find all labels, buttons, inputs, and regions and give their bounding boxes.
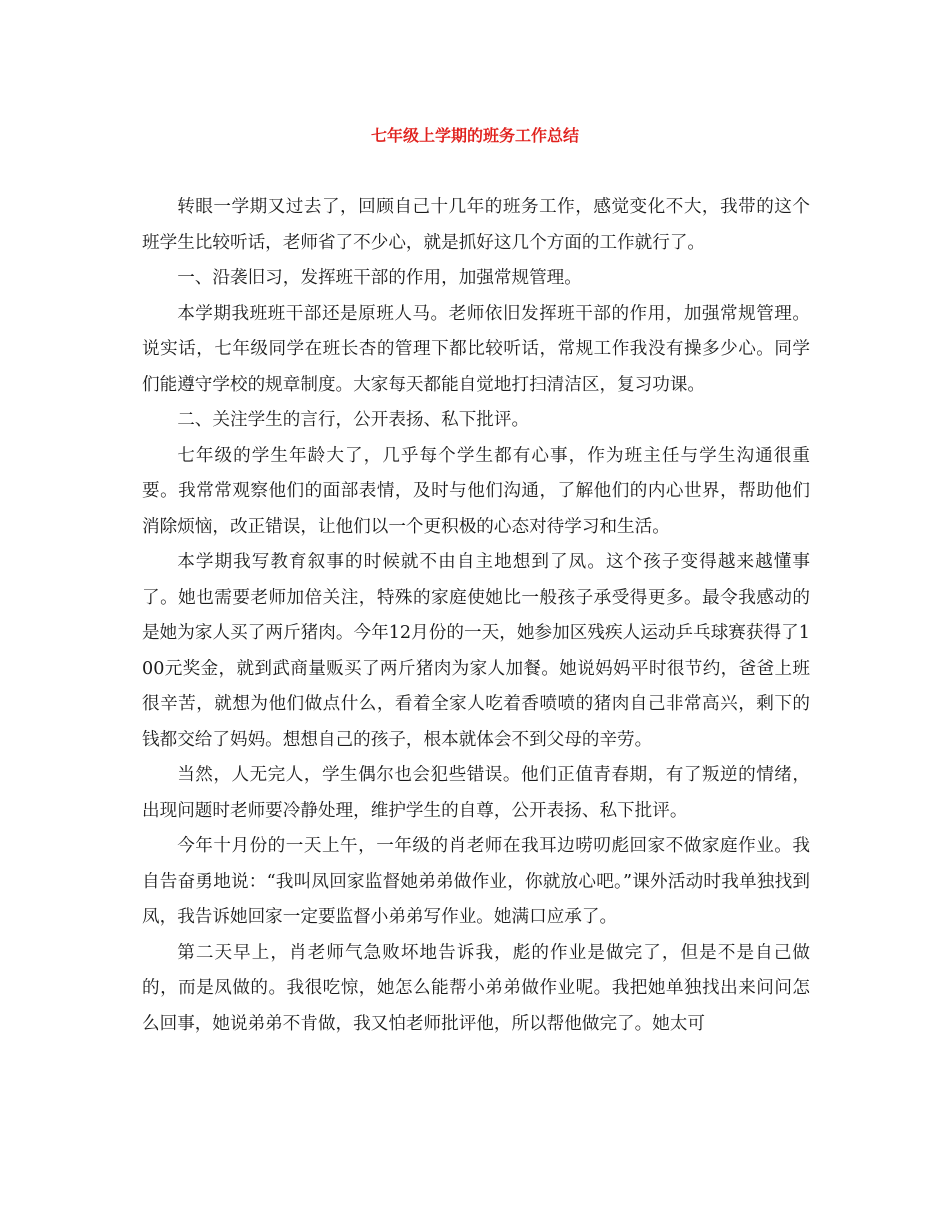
paragraph-class-cadres: 本学期我班班干部还是原班人马。老师依旧发挥班干部的作用，加强常规管理。说实话，七年级同学在班长杏的管理下都比较听话，常规工作我没有操多少心。同学们能遵守学校的规章制度。大家每天都能自觉地打扫清洁区，复习功课。 [142, 303, 810, 395]
paragraph-intro: 转眼一学期又过去了，回顾自己十几年的班务工作，感觉变化不大，我带的这个班学生比较听话，老师省了不少心，就是抓好这几个方面的工作就行了。 [142, 197, 810, 253]
document-title: 七年级上学期的班务工作总结 [370, 126, 579, 145]
section-heading-1: 一、沿袭旧习，发挥班干部的作用，加强常规管理。 [177, 268, 582, 288]
paragraph-feng-story: 本学期我写教育叙事的时候就不由自主地想到了凤。这个孩子变得越来越懂事了。她也需要老师加倍关注，特殊的家庭使她比一般孩子承受得更多。最令我感动的是她为家人买了两斤猪肉。今年12月份的一天，她参加区残疾人运动乒乓球赛获得了100元奖金，就到武商量贩买了两斤猪肉为家人加餐。她说妈妈平时很节约，爸爸上班很辛苦，就想为他们做点什么，看着全家人吃着香喷喷的猪肉自己非常高兴，剩下的钱都交给了妈妈。想想自己的孩子，根本就体会不到父母的辛劳。 [142, 552, 810, 750]
paragraph-october: 今年十月份的一天上午，一年级的肖老师在我耳边唠叨彪回家不做家庭作业。我自告奋勇地说：“我叫凤回家监督她弟弟做作业，你就放心吧。”课外活动时我单独找到凤，我告诉她回家一定要监督小弟弟写作业。她满口应承了。 [142, 836, 810, 927]
paragraph-communication: 七年级的学生年龄大了，几乎每个学生都有心事，作为班主任与学生沟通很重要。我常常观察他们的面部表情，及时与他们沟通，了解他们的内心世界，帮助他们消除烦恼，改正错误，让他们以一个更积极的心态对待学习和生活。 [142, 445, 810, 537]
document-body [142, 190, 810, 1042]
paragraph-mistakes: 当然，人无完人，学生偶尔也会犯些错误。他们正值青春期，有了叛逆的情绪，出现问题时老师要冷静处理，维护学生的自尊，公开表扬、私下批评。 [142, 765, 810, 821]
paragraph-next-day: 第二天早上，肖老师气急败坏地告诉我，彪的作业是做完了，但是不是自己做的，而是凤做的。我很吃惊，她怎么能帮小弟弟做作业呢。我把她单独找出来问问怎么回事，她说弟弟不肯做，我又怕老师批评他，所以帮他做完了。她太可 [142, 942, 810, 1034]
section-heading-2: 二、关注学生的言行，公开表扬、私下批评。 [177, 410, 530, 430]
